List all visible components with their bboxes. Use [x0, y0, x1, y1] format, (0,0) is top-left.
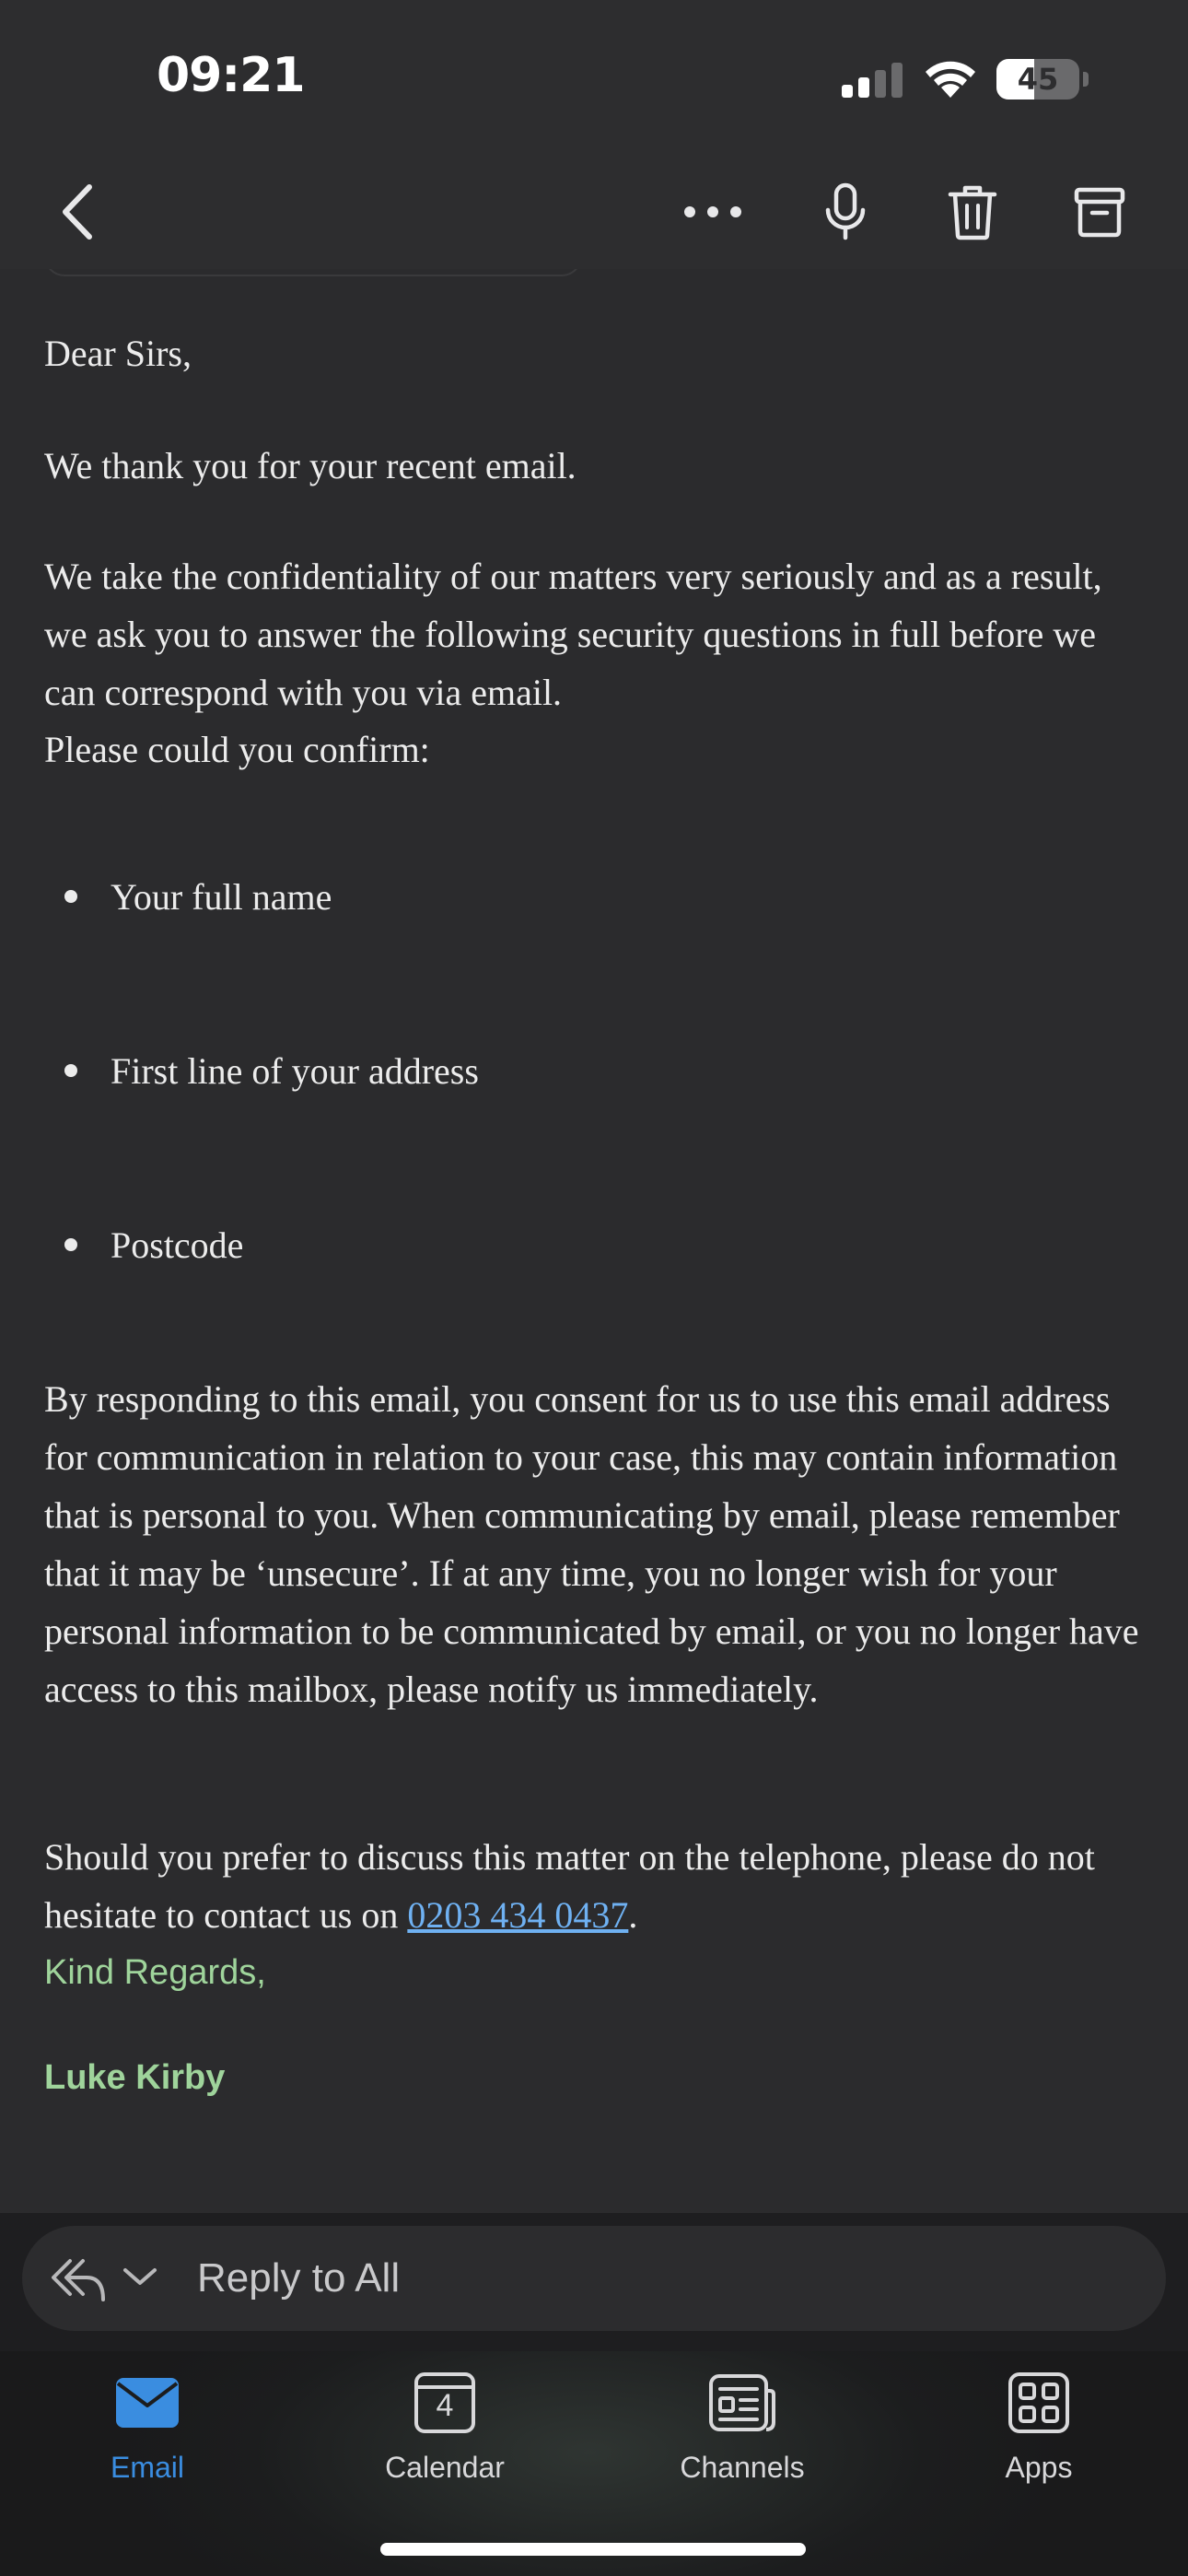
- question-text: First line of your address: [111, 1050, 479, 1092]
- signature-name: Luke Kirby: [44, 2058, 226, 2097]
- email-toolbar: [0, 157, 1188, 269]
- phone-link[interactable]: 0203 434 0437: [407, 1894, 629, 1936]
- apps-grid-icon: [1002, 2366, 1076, 2440]
- email-content[interactable]: [0, 269, 1188, 2213]
- question-item: [111, 1216, 1031, 1274]
- status-time: 09:21: [157, 48, 305, 103]
- reply-all-label[interactable]: Reply to All: [197, 2255, 401, 2301]
- ellipsis-icon: [681, 203, 745, 221]
- tab-channels-label: Channels: [680, 2451, 805, 2484]
- home-indicator[interactable]: [380, 2543, 806, 2556]
- previous-message-card: [44, 269, 582, 276]
- cellular-signal-icon: [840, 61, 904, 102]
- question-item: [111, 1042, 1031, 1100]
- closing: Kind Regards,: [44, 1953, 266, 1992]
- delete-button[interactable]: [936, 175, 1009, 249]
- wifi-icon: [921, 57, 980, 104]
- trash-icon: [947, 183, 998, 240]
- channels-icon: [705, 2366, 779, 2440]
- tab-calendar[interactable]: [353, 2366, 537, 2495]
- tab-email[interactable]: [55, 2366, 239, 2495]
- mail-icon: [111, 2366, 184, 2440]
- archive-button[interactable]: [1063, 175, 1136, 249]
- question-text: Postcode: [111, 1224, 244, 1266]
- phone-suffix: .: [628, 1894, 638, 1936]
- battery-level: 45: [1017, 62, 1059, 97]
- question-text: Your full name: [111, 876, 332, 918]
- tab-email-label: Email: [110, 2451, 184, 2484]
- reply-all-icon[interactable]: [50, 2254, 107, 2308]
- confidentiality-paragraph: We take the confidentiality of our matters very seriously and as a result, we ask you to answer the following security questions in full before we can correspond with you via email.: [44, 556, 1102, 713]
- phone-prefix: Should you prefer to discuss this matter on the telephone, please do not hesitate to contact us on: [44, 1836, 1095, 1936]
- battery-indicator: [996, 59, 1079, 100]
- battery-icon: [996, 59, 1079, 100]
- question-item: [111, 868, 1031, 926]
- calendar-date-badge: 4: [436, 2388, 454, 2423]
- chevron-down-icon[interactable]: [122, 2263, 158, 2295]
- bullet-icon: [64, 890, 77, 903]
- tab-apps[interactable]: [947, 2366, 1131, 2495]
- tab-calendar-label: Calendar: [385, 2451, 505, 2484]
- back-button[interactable]: [41, 175, 114, 249]
- bullet-icon: [64, 1064, 77, 1077]
- chevron-left-icon: [54, 180, 100, 244]
- tab-apps-label: Apps: [1005, 2451, 1073, 2484]
- greeting: Dear Sirs,: [44, 333, 192, 374]
- phone-paragraph: [44, 1828, 1149, 1944]
- dictate-button[interactable]: [809, 175, 882, 249]
- bullet-icon: [64, 1238, 77, 1251]
- microphone-icon: [822, 182, 868, 241]
- thanks-paragraph: We thank you for your recent email.: [44, 445, 577, 486]
- archive-icon: [1073, 185, 1126, 239]
- confirm-prompt: Please could you confirm:: [44, 729, 430, 770]
- consent-paragraph: By responding to this email, you consent for us to use this email address for communication in relation to your case, this may contain information that is personal to you. When communicating by email, please remember that it may be ‘unsecure’. If at any time, you no longer wish for your personal information to be communicated by email, or you no longer have access to this mailbox, please notify us immediately.: [44, 1378, 1139, 1710]
- tab-channels[interactable]: [650, 2366, 834, 2495]
- reply-all-button[interactable]: [22, 2226, 1166, 2331]
- battery-cap: [1083, 72, 1089, 87]
- more-button[interactable]: [676, 175, 750, 249]
